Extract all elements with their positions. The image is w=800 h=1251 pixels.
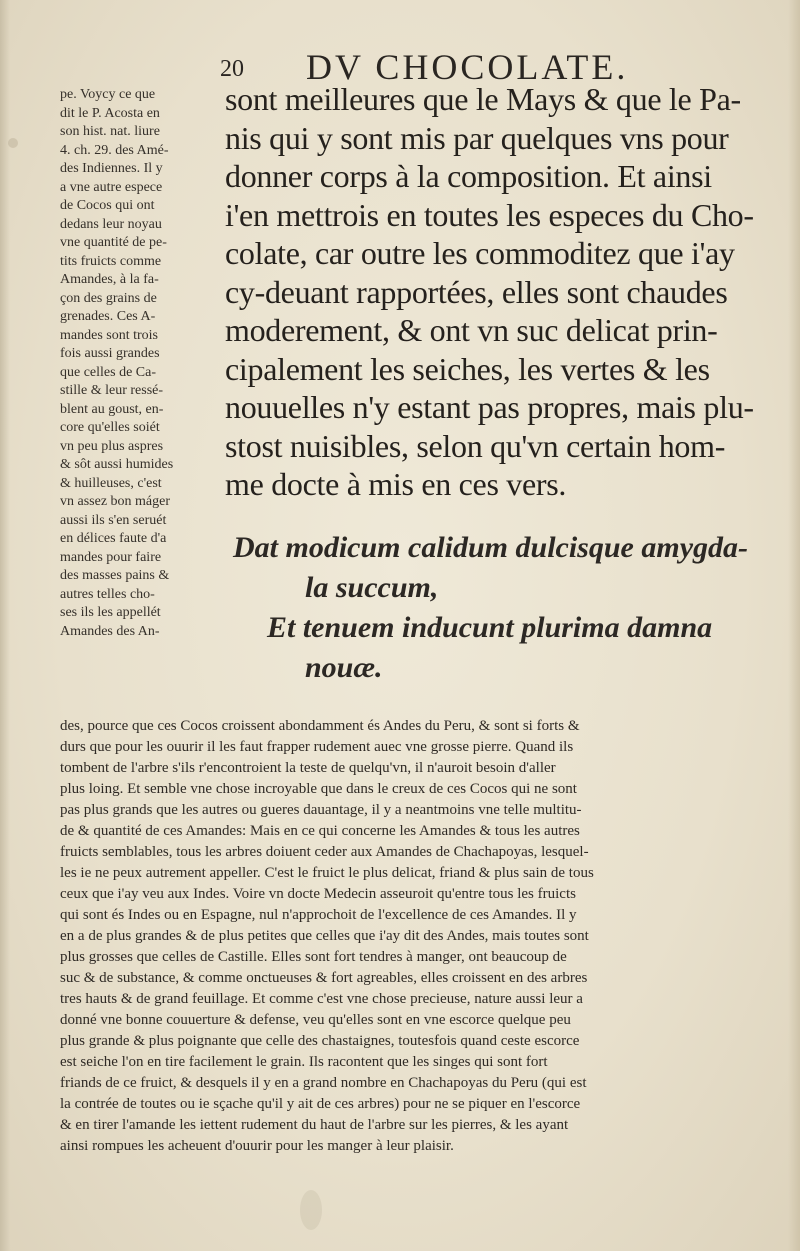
main-text-line: donner corps à la composition. Et ainsi — [225, 158, 712, 194]
margin-note-line: core qu'elles soiét — [60, 420, 160, 435]
bottom-text-line: fruicts semblables, tous les arbres doiuent ceder aux Amandes de Chachapoyas, lesquel- — [60, 844, 589, 860]
margin-note-line: en délices faute d'a — [60, 531, 167, 546]
main-text-line: sont meilleures que le Mays & que le Pa- — [225, 81, 741, 117]
main-text-line: nis qui y sont mis par quelques vns pour — [225, 119, 729, 156]
margin-note-line: pe. Voycy ce que — [60, 87, 156, 102]
bottom-text-line: tombent de l'arbre s'ils r'encontroient la teste de quelqu'vn, il n'auroit besoin d'aller — [60, 760, 556, 776]
running-title: DV CHOCOLATE. — [306, 47, 629, 87]
margin-note-line: des Indiennes. Il y — [60, 161, 163, 176]
main-text-line: colate, car outre les commoditez que i'ay — [225, 235, 735, 271]
bottom-text-line: suc & de substance, & comme onctueuses & fort agreables, elles croissent en des arbres — [60, 970, 588, 986]
margin-note-line: 4. ch. 29. des Amé- — [60, 142, 169, 158]
margin-note-line: tits fruicts comme — [60, 253, 162, 269]
margin-note-line: blent au goust, en- — [60, 401, 164, 417]
ink-blot — [8, 138, 18, 148]
margin-note-line: vn assez bon máger — [60, 494, 171, 509]
margin-note-line: stille & leur ressé- — [60, 383, 164, 398]
margin-note — [60, 86, 220, 641]
bottom-text-line: qui sont és Indes ou en Espagne, nul n'approchoit de l'excellence de ces Amandes. Il y — [60, 907, 577, 923]
bottom-text-line: la contrée de toutes ou ie sçache qu'il y ait de ces arbres) pour ne se piquer en l'escorce — [60, 1096, 581, 1112]
margin-note-line: a vne autre espece — [60, 179, 163, 195]
main-text-line: stost nuisibles, selon qu'vn certain hom- — [225, 427, 726, 464]
verse-line: nouæ. — [305, 651, 383, 684]
margin-note-line: grenades. Ces A- — [60, 309, 156, 324]
main-text — [225, 80, 770, 504]
margin-note-line: des masses pains & — [60, 568, 170, 583]
verse-line: Dat modicum calidum dulcisque amygda- — [233, 531, 748, 564]
bottom-text-line: plus grosses que celles de Castille. Elles sont fort tendres à manger, ont beaucoup de — [60, 949, 567, 965]
main-text-line: moderement, & ont vn suc delicat prin- — [225, 312, 718, 348]
bottom-text-line: donné vne bonne couuerture & defense, veu qu'elles sont en vne escorce quelque peu — [60, 1012, 571, 1028]
main-text-line: i'en mettrois en toutes les especes du Cho- — [225, 196, 754, 233]
bottom-text-line: plus grande & plus poignante que celle des chastaignes, toutesfois quand ceste escorce — [60, 1033, 580, 1049]
latin-verse — [225, 528, 770, 688]
main-text-line: cipalement les seiches, les vertes & les — [225, 350, 710, 387]
margin-note-line: de Cocos qui ont — [60, 198, 155, 213]
page-edge-shadow-right — [788, 0, 800, 1251]
bottom-text-line: ceux que i'ay veu aux Indes. Voire vn docte Medecin asseuroit qu'entre tous les fruicts — [60, 886, 576, 902]
bottom-text-line: & en tirer l'amande les iettent rudement du haut de l'arbre sur les pierres, & les ayant — [60, 1117, 569, 1133]
margin-note-line: vne quantité de pe- — [60, 235, 167, 250]
bottom-text-line: des, pource que ces Cocos croissent abondamment és Andes du Peru, & sont si forts & — [60, 718, 580, 734]
margin-note-line: mandes sont trois — [60, 327, 158, 343]
bottom-text-line: pas plus grands que les autres ou gueres dauantage, il y a neantmoins vne telle multitu- — [60, 802, 582, 818]
margin-note-line: & sôt aussi humides — [60, 457, 174, 472]
bottom-text-line: durs que pour les ouurir il les faut frapper rudement auec vne grosse pierre. Quand ils — [60, 739, 574, 755]
margin-note-line: dedans leur noyau — [60, 216, 162, 232]
margin-note-line: fois aussi grandes — [60, 346, 160, 361]
margin-note-line: ses ils les appellét — [60, 605, 161, 620]
margin-note-line: son hist. nat. liure — [60, 124, 160, 139]
margin-note-line: Amandes, à la fa- — [60, 272, 159, 287]
bottom-text-line: plus loing. Et semble vne chose incroyable que dans le creux de ces Cocos qui ne sont — [60, 781, 577, 797]
ink-blot — [300, 1190, 322, 1230]
margin-note-line: Amandes des An- — [60, 623, 160, 639]
margin-note-line: mandes pour faire — [60, 549, 162, 565]
margin-note-line: çon des grains de — [60, 290, 157, 306]
margin-note-line: autres telles cho- — [60, 586, 155, 602]
page-number: 20 — [220, 56, 244, 82]
margin-note-line: & huilleuses, c'est — [60, 475, 162, 491]
continued-margin-note — [60, 716, 770, 1157]
bottom-text-line: tres hauts & de grand feuillage. Et comme c'est vne chose precieuse, nature aussi leur a — [60, 991, 583, 1007]
margin-note-line: dit le P. Acosta en — [60, 105, 160, 121]
margin-note-line: aussi ils s'en seruét — [60, 512, 167, 528]
bottom-text-line: est seiche l'on en tire facilement le grain. Ils racontent que les singes qui sont fort — [60, 1054, 548, 1070]
margin-note-line: que celles de Ca- — [60, 364, 157, 380]
margin-note-line: vn peu plus aspres — [60, 438, 164, 454]
bottom-text-line: de & quantité de ces Amandes: Mais en ce qui concerne les Amandes & tous les autres — [60, 823, 580, 839]
bottom-text-line: les ie ne peux autrement appeller. C'est le fruict le plus delicat, friand & plus sain de tous — [60, 865, 594, 881]
main-text-line: me docte à mis en ces vers. — [225, 466, 567, 502]
verse-line: Et tenuem inducunt plurima damna — [267, 611, 713, 644]
main-text-line: nouuelles n'y estant pas propres, mais plu- — [225, 389, 754, 425]
bottom-text-line: en a de plus grandes & de plus petites que celles que i'ay dit des Andes, mais toutes sont — [60, 928, 589, 944]
bottom-text-line: ainsi rompues les acheuent d'ouurir pour les manger à leur plaisir. — [60, 1138, 454, 1154]
page-edge-shadow-left — [0, 0, 10, 1251]
main-text-line: cy-deuant rapportées, elles sont chaudes — [225, 273, 728, 310]
verse-line: la succum, — [305, 571, 439, 604]
bottom-text-line: friands de ce fruict, & desquels il y en a grand nombre en Chachapoyas du Peru (qui est — [60, 1075, 587, 1091]
